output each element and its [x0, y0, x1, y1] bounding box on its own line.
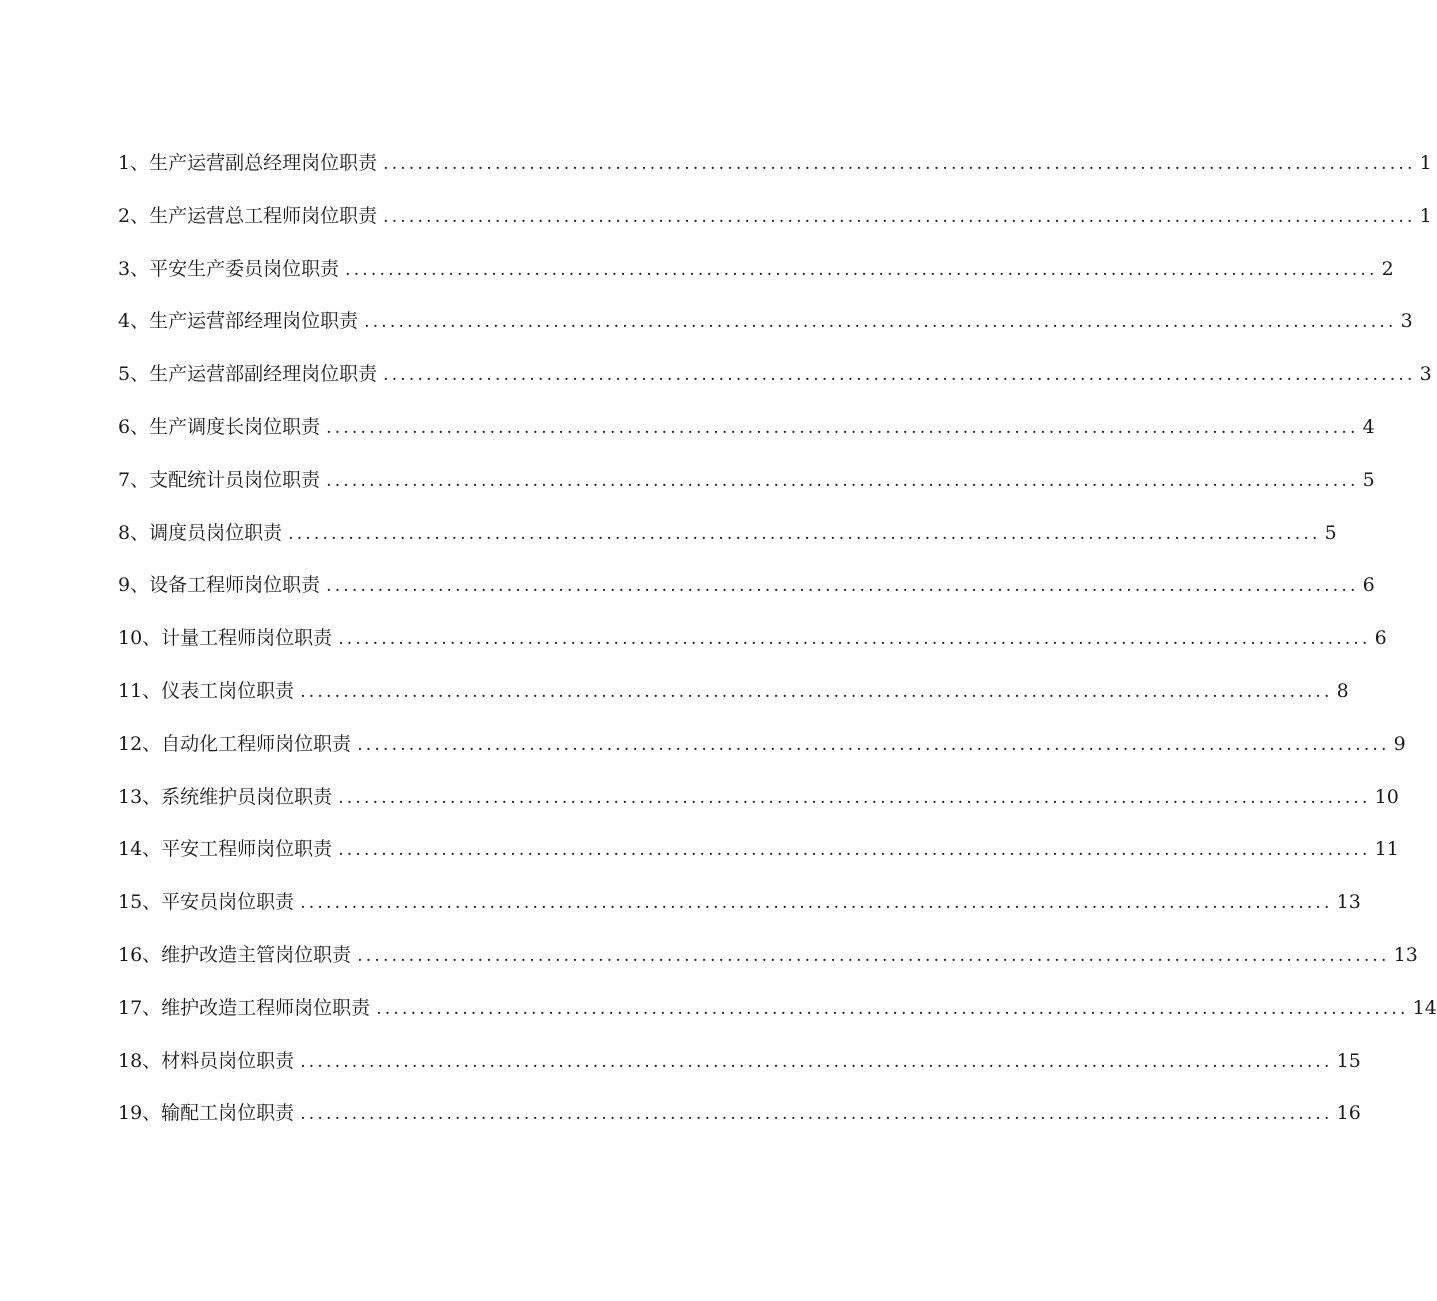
toc-entry-title: 12、自动化工程师岗位职责	[118, 732, 352, 755]
toc-entry-title: 9、设备工程师岗位职责	[118, 574, 321, 597]
toc-entry-title: 2、生产运营总工程师岗位职责	[118, 204, 378, 227]
toc-entry[interactable]	[118, 1087, 1361, 1140]
toc-entry[interactable]	[118, 929, 1418, 982]
toc-leader-dots: ........................................................................................................................	[338, 787, 1371, 808]
toc-entry[interactable]	[118, 507, 1337, 560]
toc-leader-dots: ........................................................................................................................	[338, 629, 1371, 650]
toc-page-number: 8	[1336, 679, 1349, 702]
toc-entry-title: 15、平安员岗位职责	[118, 891, 295, 914]
toc-entry[interactable]	[118, 771, 1399, 824]
toc-leader-dots: ........................................................................................................................	[326, 417, 1359, 438]
toc-page-number: 16	[1336, 1102, 1361, 1125]
toc-leader-dots: ........................................................................................................................	[300, 1104, 1333, 1125]
toc-entry[interactable]	[118, 823, 1399, 876]
toc-leader-dots: ........................................................................................................................	[383, 154, 1416, 174]
toc-page-number: 9	[1393, 732, 1406, 755]
toc-entry-title: 16、维护改造主管岗位职责	[118, 943, 352, 966]
toc-entry[interactable]	[118, 401, 1375, 454]
toc-page-number: 14	[1412, 996, 1437, 1019]
toc-leader-dots: ........................................................................................................................	[300, 1051, 1333, 1072]
toc-entry[interactable]	[118, 665, 1349, 718]
toc-entry[interactable]	[118, 612, 1387, 665]
toc-leader-dots: ........................................................................................................................	[345, 259, 1378, 280]
toc-leader-dots: ........................................................................................................................	[357, 734, 1390, 755]
toc-page-number: 6	[1374, 627, 1387, 650]
toc-leader-dots: ........................................................................................................................	[364, 312, 1397, 333]
toc-entry-title: 11、仪表工岗位职责	[118, 679, 295, 702]
toc-entry-title: 5、生产运营部副经理岗位职责	[118, 363, 378, 386]
toc-leader-dots: ........................................................................................................................	[376, 998, 1409, 1019]
toc-page-number: 10	[1374, 785, 1399, 808]
toc-entry[interactable]	[118, 982, 1437, 1035]
toc-leader-dots: ........................................................................................................................	[326, 576, 1359, 597]
toc-entry[interactable]	[118, 454, 1375, 507]
toc-entry-title: 14、平安工程师岗位职责	[118, 838, 333, 861]
toc-page-number: 6	[1362, 574, 1375, 597]
toc-page-number: 3	[1400, 310, 1413, 333]
toc-entry-title: 8、调度员岗位职责	[118, 521, 283, 544]
toc-entry-title: 7、支配统计员岗位职责	[118, 468, 321, 491]
toc-leader-dots: ........................................................................................................................	[300, 893, 1333, 914]
toc-entry[interactable]	[118, 876, 1361, 929]
toc-page-number: 1	[1419, 152, 1432, 174]
toc-entry[interactable]	[118, 1035, 1361, 1088]
table-of-contents	[118, 137, 1437, 1140]
toc-entry[interactable]	[118, 295, 1413, 348]
toc-entry[interactable]	[118, 348, 1432, 401]
toc-entry-title: 4、生产运营部经理岗位职责	[118, 310, 359, 333]
toc-page-number: 3	[1419, 363, 1432, 386]
toc-page-number: 11	[1374, 838, 1399, 861]
toc-leader-dots: ........................................................................................................................	[357, 945, 1390, 966]
toc-page-number: 1	[1419, 204, 1432, 227]
toc-entry-title: 6、生产调度长岗位职责	[118, 415, 321, 438]
toc-entry[interactable]	[118, 559, 1375, 612]
toc-page-number: 2	[1381, 257, 1394, 280]
toc-entry-title: 13、系统维护员岗位职责	[118, 785, 333, 808]
toc-page-number: 13	[1393, 943, 1418, 966]
toc-entry-title: 19、输配工岗位职责	[118, 1102, 295, 1125]
toc-page-number: 4	[1362, 415, 1375, 438]
toc-entry-title: 1、生产运营副总经理岗位职责	[118, 152, 378, 174]
toc-entry-title: 17、维护改造工程师岗位职责	[118, 996, 371, 1019]
toc-entry-title: 18、材料员岗位职责	[118, 1049, 295, 1072]
toc-leader-dots: ........................................................................................................................	[338, 840, 1371, 861]
toc-leader-dots: ........................................................................................................................	[383, 206, 1416, 227]
toc-page-number: 5	[1324, 521, 1337, 544]
toc-entry[interactable]	[118, 718, 1406, 771]
toc-entry[interactable]	[118, 190, 1432, 243]
toc-leader-dots: ........................................................................................................................	[300, 681, 1333, 702]
toc-entry[interactable]	[118, 243, 1394, 296]
toc-leader-dots: ........................................................................................................................	[383, 365, 1416, 386]
toc-leader-dots: ........................................................................................................................	[326, 470, 1359, 491]
toc-entry[interactable]	[118, 137, 1432, 190]
toc-entry-title: 3、平安生产委员岗位职责	[118, 257, 340, 280]
toc-page-number: 13	[1336, 891, 1361, 914]
toc-page-number: 15	[1336, 1049, 1361, 1072]
toc-entry-title: 10、计量工程师岗位职责	[118, 627, 333, 650]
toc-leader-dots: ........................................................................................................................	[288, 523, 1321, 544]
toc-page-number: 5	[1362, 468, 1375, 491]
